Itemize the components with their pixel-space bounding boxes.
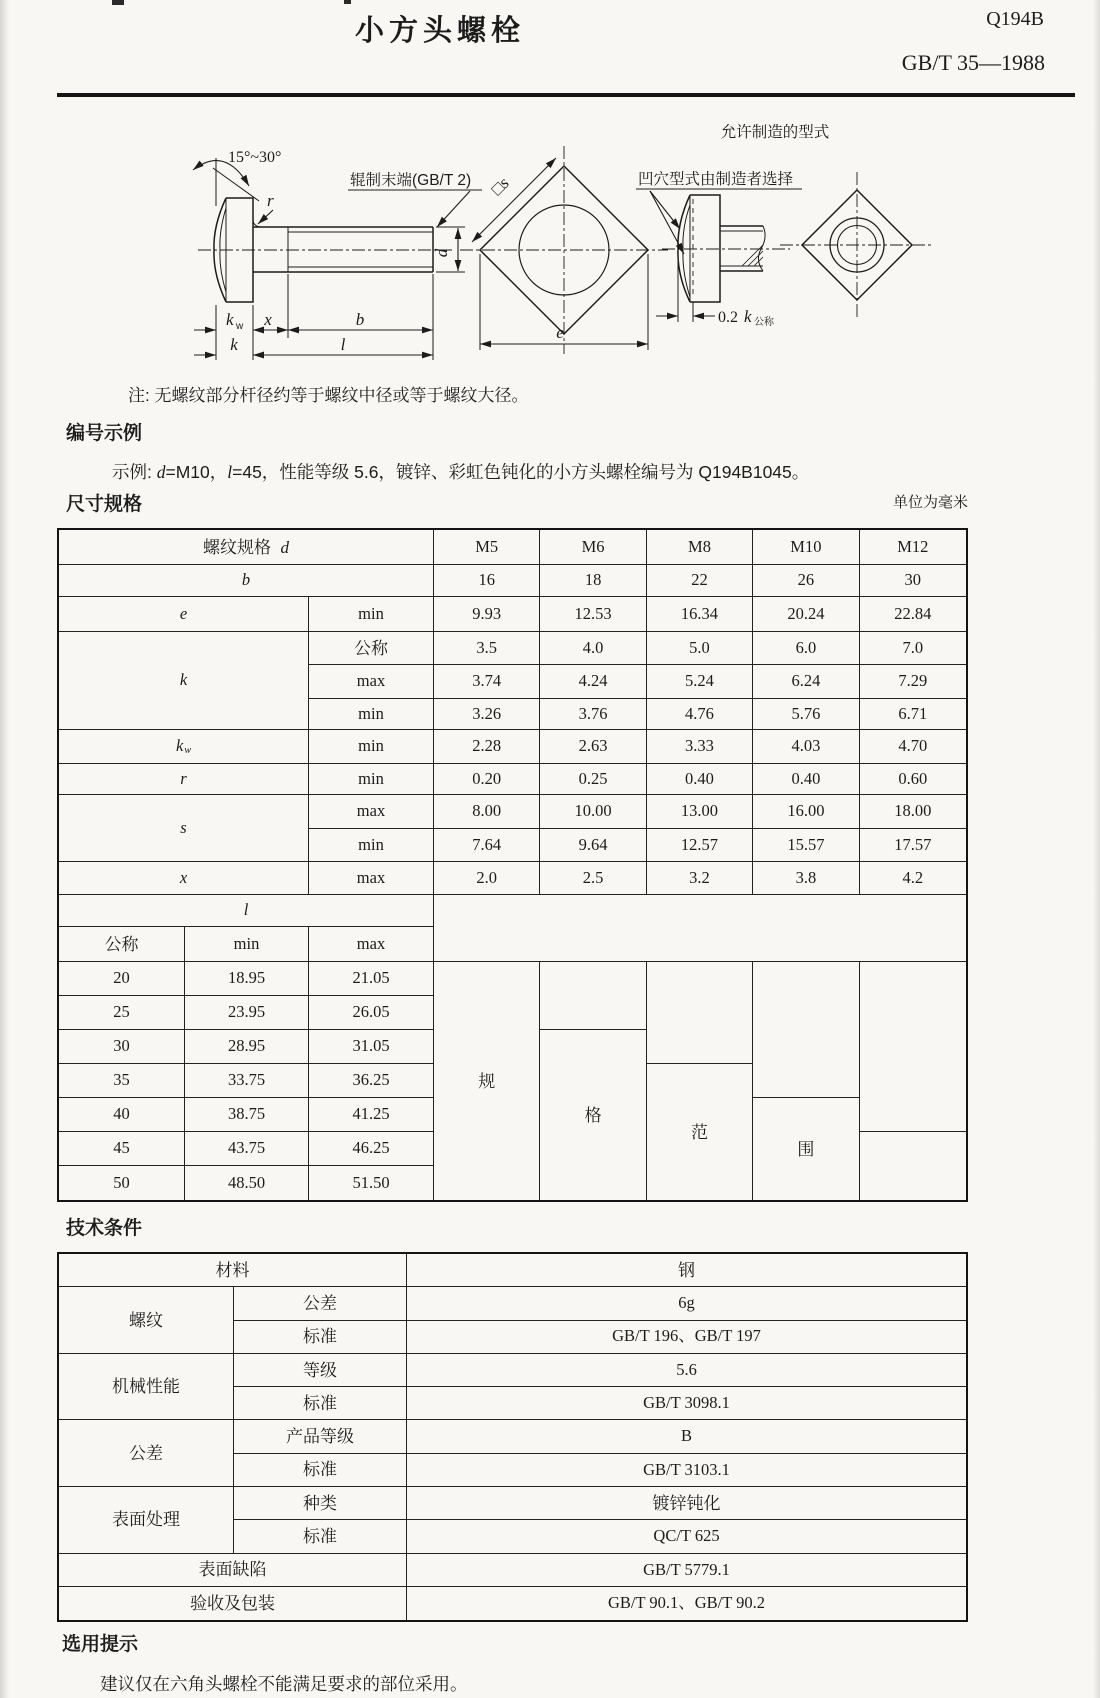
b-label: b <box>355 310 365 329</box>
l-value: 25 <box>59 996 185 1030</box>
e-label: e <box>556 323 564 342</box>
l-col-header: max <box>309 927 434 962</box>
recess-dim-subscript: 公称 <box>754 317 774 328</box>
example-rest: 性能等级 5.6，镀锌、彩虹色钝化的小方头螺栓编号为 Q194B1045。 <box>279 462 810 482</box>
l-value: 23.95 <box>185 996 309 1030</box>
tech-value: GB/T 3103.1 <box>407 1454 966 1487</box>
dim-value: 0.60 <box>860 764 966 795</box>
tech-label: 表面处理 <box>59 1487 234 1554</box>
l-value: 20 <box>59 962 185 996</box>
dim-value: 4.0 <box>540 632 646 665</box>
tech-value: GB/T 196、GB/T 197 <box>407 1321 966 1354</box>
tech-sublabel: 标准 <box>234 1520 407 1553</box>
l-value: 43.75 <box>185 1132 309 1166</box>
l-value: 38.75 <box>185 1098 309 1132</box>
tech-sublabel: 标准 <box>234 1454 407 1487</box>
dim-sub: min <box>309 829 434 862</box>
tech-sublabel: 产品等级 <box>234 1420 407 1453</box>
spec-header-var: d <box>280 537 289 557</box>
dim-value: 7.64 <box>434 829 540 862</box>
tech-section-heading: 技术条件 <box>66 1218 143 1239</box>
size-header: M6 <box>540 530 646 565</box>
l-value: 31.05 <box>309 1030 434 1064</box>
dim-label-e: e <box>59 597 309 632</box>
angle-label: 15°~30° <box>228 149 282 166</box>
dim-sub: 公称 <box>309 632 434 665</box>
recess-dim-number: 0.2 <box>718 309 738 326</box>
dim-value: 4.76 <box>647 699 753 730</box>
dim-label-k: k <box>59 632 309 730</box>
allowed-form-section <box>636 123 934 328</box>
dim-value: 0.40 <box>753 764 859 795</box>
l-value: 28.95 <box>185 1030 309 1064</box>
range-step-empty <box>753 962 859 1098</box>
dim-value: 26 <box>753 565 859 597</box>
dim-label-x: x <box>59 862 309 895</box>
tech-value: QC/T 625 <box>407 1520 966 1553</box>
range-step-empty <box>647 962 753 1064</box>
example-prefix: 示例: <box>112 462 157 482</box>
dim-value: 3.26 <box>434 699 540 730</box>
dim-value: 5.24 <box>647 665 753 699</box>
dim-label-s: s <box>59 795 309 862</box>
kw-label: k <box>226 310 234 329</box>
dim-sub: min <box>309 699 434 730</box>
bolt-side-view <box>193 149 482 360</box>
tech-label: 材料 <box>59 1254 407 1287</box>
l-value: 26.05 <box>309 996 434 1030</box>
recess-dim-k: k <box>744 307 752 326</box>
dim-value: 16.34 <box>647 597 753 632</box>
tech-value: 镀锌钝化 <box>407 1487 966 1520</box>
dim-value: 0.20 <box>434 764 540 795</box>
dim-value: 9.93 <box>434 597 540 632</box>
range-char-cell: 围 <box>753 1098 859 1200</box>
dim-sub: max <box>309 862 434 895</box>
d-label: d <box>432 248 451 258</box>
dimension-table <box>57 528 968 1202</box>
dim-value: 2.5 <box>540 862 646 895</box>
l-value: 33.75 <box>185 1064 309 1098</box>
dim-sub: min <box>309 764 434 795</box>
dim-value: 4.70 <box>860 730 966 764</box>
dim-value: 18.00 <box>860 795 966 829</box>
spec-header-cn: 螺纹规格 <box>203 537 272 557</box>
tech-value: 钢 <box>407 1254 966 1287</box>
kw-subscript: w <box>236 321 244 332</box>
dim-value: 2.0 <box>434 862 540 895</box>
dim-value: 2.63 <box>540 730 646 764</box>
size-header: M8 <box>647 530 753 565</box>
tech-sublabel: 等级 <box>234 1354 407 1387</box>
kw-subscript: w <box>184 744 191 756</box>
range-step-empty <box>540 962 646 1030</box>
dim-value: 18 <box>540 565 646 597</box>
dim-value: 3.5 <box>434 632 540 665</box>
dim-value: 3.74 <box>434 665 540 699</box>
l-value: 41.25 <box>309 1098 434 1132</box>
dim-sub: max <box>309 665 434 699</box>
dim-value: 17.57 <box>860 829 966 862</box>
dim-sub: min <box>309 597 434 632</box>
size-header: M5 <box>434 530 540 565</box>
square-s-label: □s <box>487 173 513 199</box>
example-l-value: =45， <box>232 462 280 482</box>
example-d-value: =M10， <box>165 462 228 482</box>
dim-value: 6.71 <box>860 699 966 730</box>
dim-label-l: l <box>59 895 434 927</box>
example-l-var: l <box>227 462 233 482</box>
tech-value: GB/T 3098.1 <box>407 1387 966 1420</box>
l-value: 36.25 <box>309 1064 434 1098</box>
dim-value: 16 <box>434 565 540 597</box>
dim-value: 22.84 <box>860 597 966 632</box>
dim-label-r: r <box>59 764 309 795</box>
recess-note-label: 凹穴型式由制造者选择 <box>638 171 794 188</box>
l-value: 30 <box>59 1030 185 1064</box>
tech-label: 公差 <box>59 1420 234 1487</box>
dim-value: 20.24 <box>753 597 859 632</box>
dim-value: 15.57 <box>753 829 859 862</box>
dim-value: 9.64 <box>540 829 646 862</box>
unit-note: 单位为毫米 <box>892 494 968 511</box>
tech-conditions-table <box>57 1252 968 1622</box>
l-header-open-area <box>434 895 966 962</box>
tech-label: 机械性能 <box>59 1354 234 1421</box>
dim-value: 5.0 <box>647 632 753 665</box>
numbering-example-heading: 编号示例 <box>66 423 143 444</box>
tech-label: 螺纹 <box>59 1287 234 1354</box>
tech-value: B <box>407 1420 966 1453</box>
spec-header-cell <box>59 530 434 565</box>
tech-value: 5.6 <box>407 1354 966 1387</box>
l-value: 50 <box>59 1166 185 1200</box>
dim-value: 22 <box>647 565 753 597</box>
dim-value: 16.00 <box>753 795 859 829</box>
l-value: 35 <box>59 1064 185 1098</box>
dim-value: 0.25 <box>540 764 646 795</box>
tech-sublabel: 标准 <box>234 1321 407 1354</box>
note-text: 注: 无螺纹部分杆径约等于螺纹中径或等于螺纹大径。 <box>128 386 529 405</box>
dim-value: 7.29 <box>860 665 966 699</box>
dim-value: 4.03 <box>753 730 859 764</box>
square-head-front-view <box>460 146 668 354</box>
dim-value: 5.76 <box>753 699 859 730</box>
l-label: l <box>340 335 346 354</box>
tech-sublabel: 种类 <box>234 1487 407 1520</box>
dim-value: 13.00 <box>647 795 753 829</box>
x-label: x <box>264 310 272 329</box>
allowed-form-title: 允许制造的型式 <box>720 124 830 141</box>
dim-value: 6.24 <box>753 665 859 699</box>
dim-label-kw <box>59 730 309 764</box>
tech-value: 6g <box>407 1287 966 1320</box>
l-value: 18.95 <box>185 962 309 996</box>
l-value: 40 <box>59 1098 185 1132</box>
tech-label: 验收及包装 <box>59 1587 407 1620</box>
range-char-cell: 格 <box>540 1030 646 1200</box>
size-header: M12 <box>860 530 966 565</box>
tip-text: 建议仅在六角头螺栓不能满足要求的部位采用。 <box>100 1674 468 1694</box>
l-value: 46.25 <box>309 1132 434 1166</box>
technical-drawing <box>0 0 1100 380</box>
fillet-r-label: r <box>267 191 274 210</box>
dim-value: 6.0 <box>753 632 859 665</box>
kw-main: k <box>176 736 184 756</box>
range-step-empty <box>860 1132 966 1200</box>
range-char-cell: 范 <box>647 1064 753 1200</box>
dim-value: 3.2 <box>647 862 753 895</box>
range-step-empty <box>860 962 966 1132</box>
range-char-cell: 规 <box>434 962 540 1200</box>
dim-value: 0.40 <box>647 764 753 795</box>
dim-value: 12.53 <box>540 597 646 632</box>
part-code: Q194B <box>986 8 1044 30</box>
tech-sublabel: 标准 <box>234 1387 407 1420</box>
dim-sub: min <box>309 730 434 764</box>
dim-sub: max <box>309 795 434 829</box>
dim-value: 3.76 <box>540 699 646 730</box>
dim-value: 30 <box>860 565 966 597</box>
dimension-section-heading: 尺寸规格 <box>66 494 143 515</box>
l-value: 48.50 <box>185 1166 309 1200</box>
l-col-header: min <box>185 927 309 962</box>
k-label: k <box>230 335 238 354</box>
dim-label-b: b <box>59 565 434 597</box>
rolled-end-label: 辊制末端(GB/T 2) <box>350 172 472 189</box>
dim-value: 10.00 <box>540 795 646 829</box>
standard-number: GB/T 35—1988 <box>901 50 1045 75</box>
example-d-var: d <box>156 462 166 482</box>
dim-value: 3.33 <box>647 730 753 764</box>
dim-value: 12.57 <box>647 829 753 862</box>
size-header: M10 <box>753 530 859 565</box>
l-value: 45 <box>59 1132 185 1166</box>
dim-value: 7.0 <box>860 632 966 665</box>
l-col-header: 公称 <box>59 927 185 962</box>
l-value: 21.05 <box>309 962 434 996</box>
tech-value: GB/T 90.1、GB/T 90.2 <box>607 1593 766 1613</box>
tech-value: GB/T 5779.1 <box>407 1554 966 1587</box>
dim-value: 2.28 <box>434 730 540 764</box>
dim-value: 8.00 <box>434 795 540 829</box>
l-value: 51.50 <box>309 1166 434 1200</box>
tech-sublabel: 公差 <box>234 1287 407 1320</box>
numbering-example-text <box>112 459 809 484</box>
dim-value: 3.8 <box>753 862 859 895</box>
dim-value: 4.24 <box>540 665 646 699</box>
page-title: 小方头螺栓 <box>354 15 525 47</box>
dim-value: 4.2 <box>860 862 966 895</box>
tip-heading: 选用提示 <box>62 1634 139 1655</box>
tech-label: 表面缺陷 <box>59 1554 407 1587</box>
